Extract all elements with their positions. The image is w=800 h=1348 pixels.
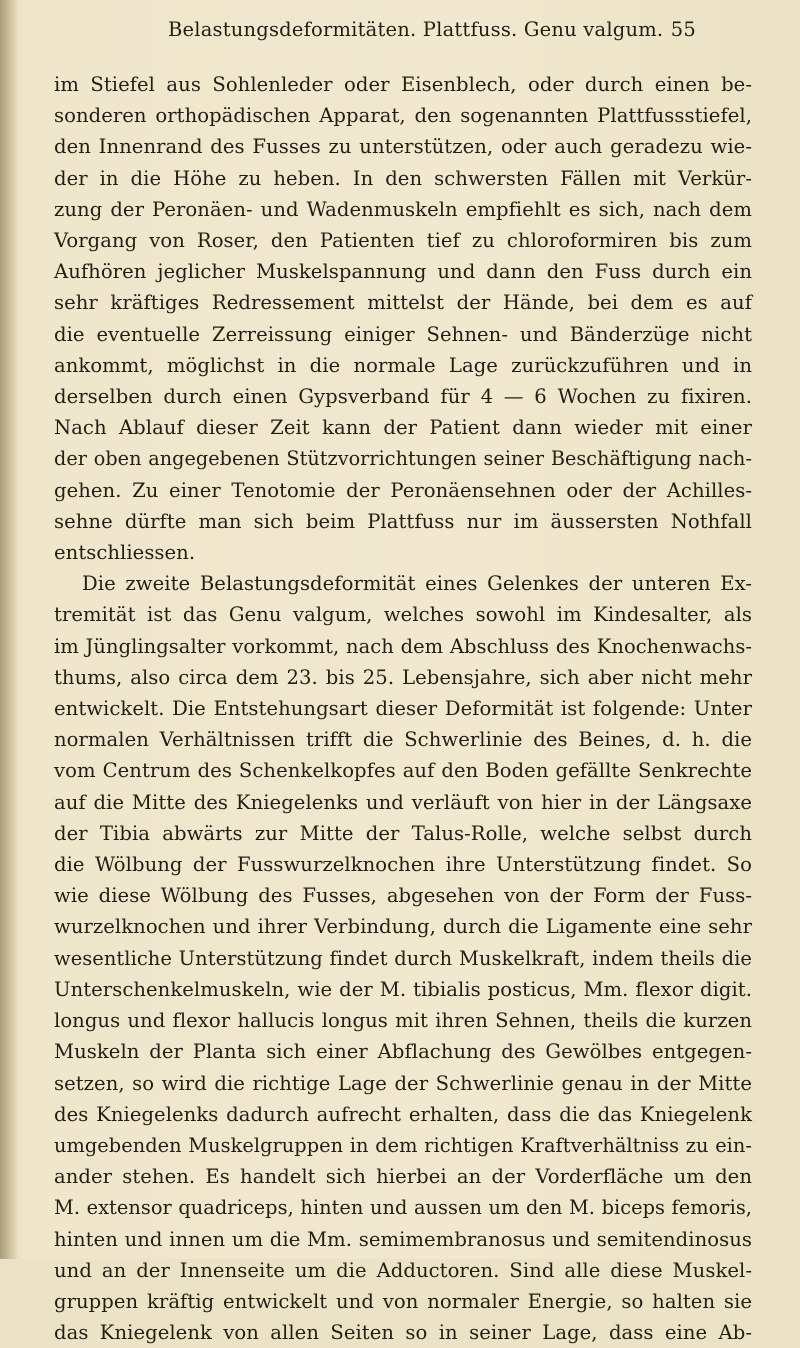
running-title: Belastungsdeformitäten. Plattfuss. Genu valgum.: [168, 18, 664, 41]
text-line: Unterschenkelmuskeln, wie der M. tibialis posticus, Mm. flexor digit.: [54, 977, 752, 1001]
text-line: Die zweite Belastungsdeformität eines Gelenkes der unteren Ex-: [82, 572, 752, 596]
text-line: zung der Peronäen- und Wadenmuskeln empfiehlt es sich, nach dem: [54, 197, 752, 221]
text-line: die Wölbung der Fusswurzelknochen ihre Unterstützung findet. So: [54, 853, 752, 877]
text-line: und an der Innenseite um die Adductoren. Sind alle diese Muskel-: [54, 1258, 752, 1282]
text-line: wurzelknochen und ihrer Verbindung, durch die Ligamente eine sehr: [54, 915, 752, 939]
text-line: hinten und innen um die Mm. semimembranosus und semitendinosus: [54, 1227, 752, 1251]
text-line: normalen Verhältnissen trifft die Schwerlinie des Beines, d. h. die: [54, 728, 752, 752]
text-line: der oben angegebenen Stützvorrichtungen seiner Beschäftigung nach-: [54, 447, 752, 471]
text-line: setzen, so wird die richtige Lage der Schwerlinie genau in der Mitte: [54, 1071, 752, 1095]
page-gutter: [0, 0, 18, 1259]
text-line: thums, also circa dem 23. bis 25. Lebensjahre, sich aber nicht mehr: [54, 665, 752, 689]
text-line: gruppen kräftig entwickelt und von normaler Energie, so halten sie: [54, 1289, 752, 1313]
text-line: tremität ist das Genu valgum, welches sowohl im Kindesalter, als: [54, 603, 752, 627]
text-line: gehen. Zu einer Tenotomie der Peronäensehnen oder der Achilles-: [54, 478, 752, 502]
text-line: das Kniegelenk von allen Seiten so in seiner Lage, dass eine Ab-: [54, 1321, 752, 1345]
text-line: derselben durch einen Gypsverband für 4 — 6 Wochen zu fixiren.: [54, 385, 752, 409]
text-line: wesentliche Unterstützung findet durch Muskelkraft, indem theils die: [54, 946, 752, 970]
text-line: Nach Ablauf dieser Zeit kann der Patient dann wieder mit einer: [54, 416, 752, 440]
text-line: im Jünglingsalter vorkommt, nach dem Abschluss des Knochenwachs-: [54, 634, 752, 658]
text-line: den Innenrand des Fusses zu unterstützen, oder auch geradezu wie-: [54, 135, 752, 159]
text-line: umgebenden Muskelgruppen in dem richtigen Kraftverhältniss zu ein-: [54, 1133, 752, 1157]
text-line: sonderen orthopädischen Apparat, den sogenannten Plattfussstiefel,: [54, 104, 752, 128]
text-line: sehne dürfte man sich beim Plattfuss nur im äussersten Nothfall: [54, 509, 752, 533]
running-header: [168, 18, 696, 50]
text-line: Vorgang von Roser, den Patienten tief zu chloroformiren bis zum: [54, 229, 752, 253]
page-number: 55: [670, 18, 696, 41]
text-line: entschliessen.: [54, 541, 196, 565]
text-line: ankommt, möglichst in die normale Lage zurückzuführen und in: [54, 353, 752, 377]
text-line: des Kniegelenks dadurch aufrecht erhalten, dass die das Kniegelenk: [54, 1102, 752, 1126]
text-line: entwickelt. Die Entstehungsart dieser Deformität ist folgende: Unter: [54, 697, 752, 721]
body-text: [54, 69, 752, 1348]
text-line: die eventuelle Zerreissung einiger Sehnen- und Bänderzüge nicht: [54, 322, 752, 346]
text-line: im Stiefel aus Sohlenleder oder Eisenblech, oder durch einen be-: [54, 73, 752, 96]
text-line: wie diese Wölbung des Fusses, abgesehen von der Form der Fuss-: [54, 884, 752, 908]
text-line: der Tibia abwärts zur Mitte der Talus-Rolle, welche selbst durch: [54, 821, 752, 845]
text-line: ander stehen. Es handelt sich hierbei an der Vorderfläche um den: [54, 1165, 752, 1189]
text-line: Muskeln der Planta sich einer Abflachung des Gewölbes entgegen-: [54, 1040, 752, 1064]
text-line: Aufhören jeglicher Muskelspannung und dann den Fuss durch ein: [54, 260, 752, 284]
text-line: auf die Mitte des Kniegelenks und verläuft von hier in der Längsaxe: [54, 790, 752, 814]
text-line: sehr kräftiges Redressement mittelst der Hände, bei dem es auf: [54, 291, 752, 315]
text-line: longus und flexor hallucis longus mit ihren Sehnen, theils die kurzen: [54, 1009, 752, 1033]
text-line: M. extensor quadriceps, hinten und aussen um den M. biceps femoris,: [54, 1196, 752, 1220]
text-line: vom Centrum des Schenkelkopfes auf den Boden gefällte Senkrechte: [54, 759, 752, 783]
text-line: der in die Höhe zu heben. In den schwersten Fällen mit Verkür-: [54, 166, 752, 190]
